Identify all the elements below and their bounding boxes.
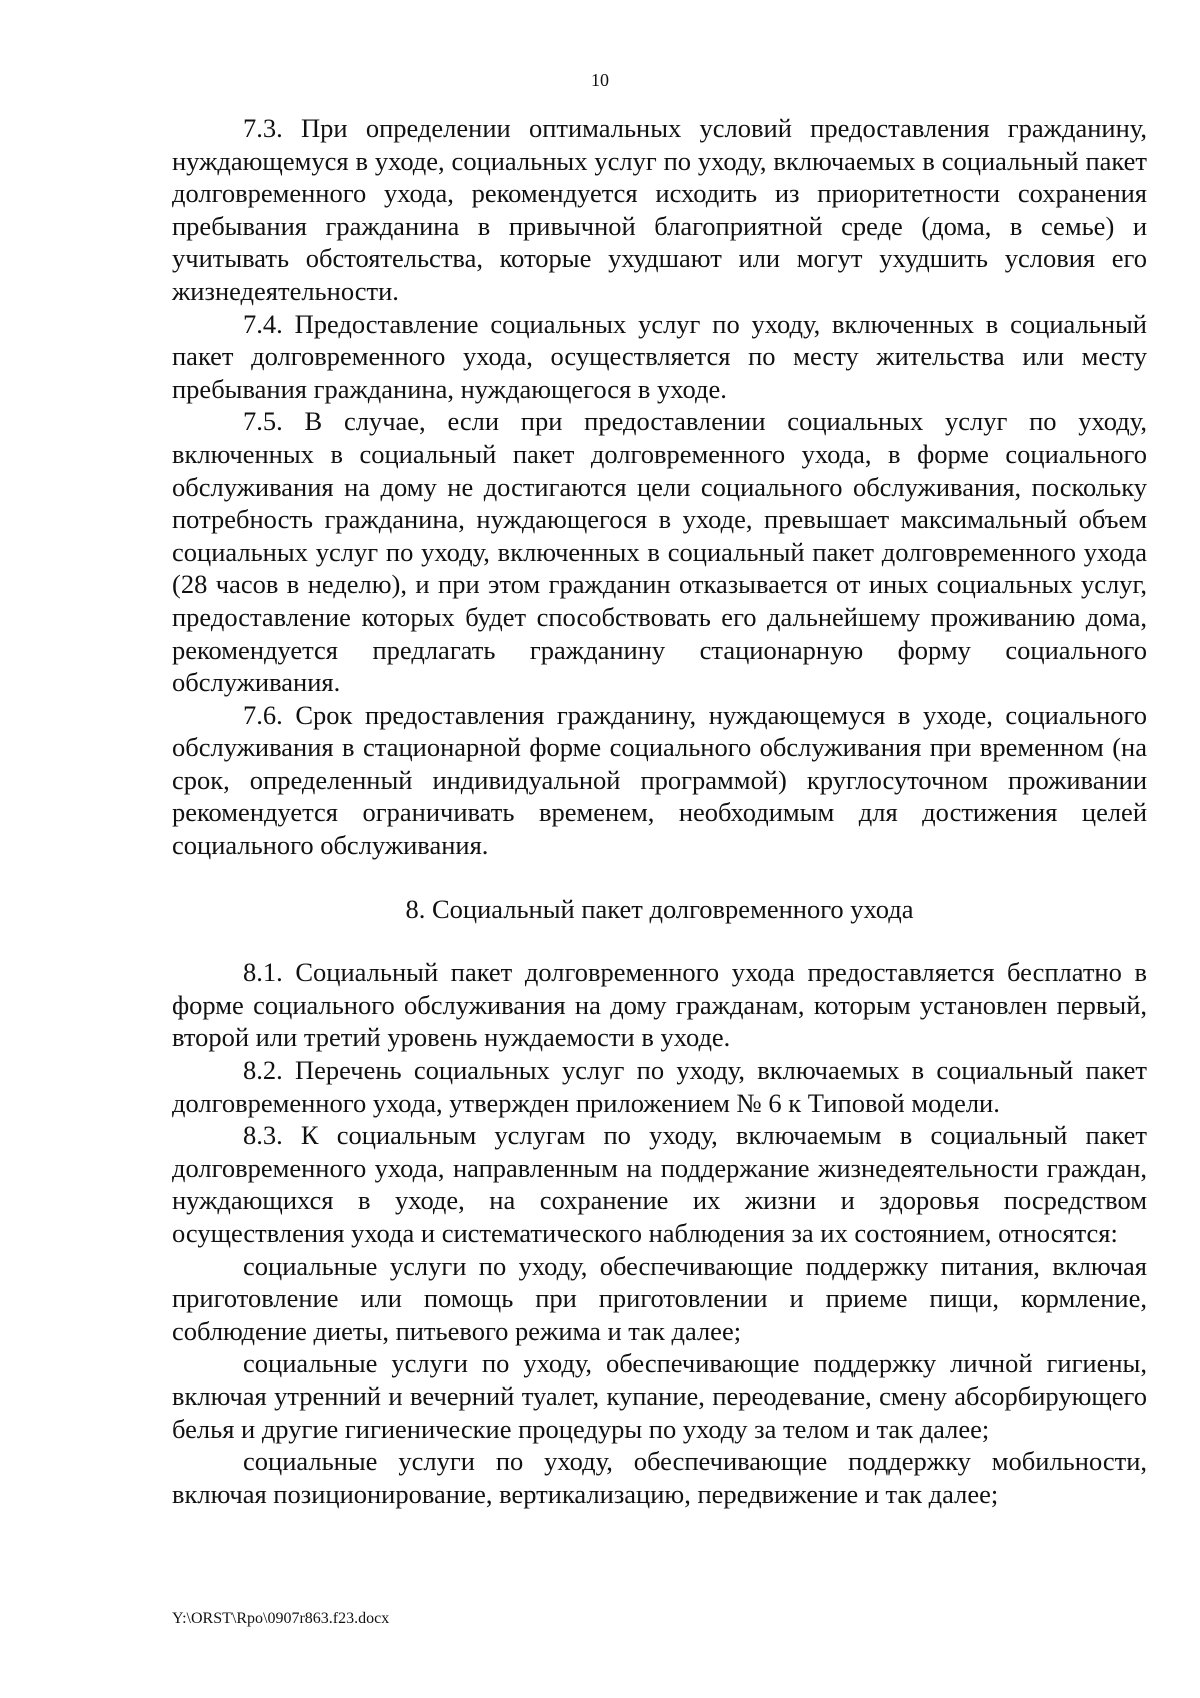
paragraph-8-1: 8.1. Социальный пакет долговременного ухода предоставляется бесплатно в форме социального обслуживания на дому гражданам, которым установлен первый, второй или третий уровень нуждаемости в уходе. — [172, 957, 1147, 1053]
paragraph-8-2: 8.2. Перечень социальных услуг по уходу, включаемых в социальный пакет долговременного ухода, утвержден приложением № 6 к Типовой модели. — [172, 1055, 1147, 1118]
paragraph-7-3: 7.3. При определении оптимальных условий предоставления гражданину, нуждающемуся в уходе, социальных услуг по уходу, включаемых в социальный пакет долговременного ухода, рекомендуется исходить из приоритетности сохранения пребывания гражданина в привычной благоприятной среде (дома, в семье) и учитывать обстоятельства, которые ухудшают или могут ухудшить условия его жизнедеятельности. — [172, 113, 1147, 306]
page-number: 10 — [591, 70, 609, 90]
paragraph-7-5: 7.5. В случае, если при предоставлении социальных услуг по уходу, включенных в социальный пакет долговременного ухода, в форме социального обслуживания на дому не достигаются цели социального обслуживания, поскольку потребность гражданина, нуждающегося в уходе, превышает максимальный объем социальных услуг по уходу, включенных в социальный пакет долговременного ухода (28 часов в неделю), и при этом гражданин отказывается от иных социальных услуг, предоставление которых будет способствовать его дальнейшему проживанию дома, рекомендуется предлагать гражданину стационарную форму социального обслуживания. — [172, 406, 1147, 698]
list-item-mobility: социальные услуги по уходу, обеспечивающие поддержку мобильности, включая позиционирование, вертикализацию, передвижение и так далее; — [172, 1446, 1147, 1509]
section-heading: 8. Социальный пакет долговременного ухода — [405, 893, 914, 924]
paragraph-7-6: 7.6. Срок предоставления гражданину, нуждающемуся в уходе, социального обслуживания в стационарной форме социального обслуживания при временном (на срок, определенный индивидуальной программой) круглосуточном проживании рекомендуется ограничивать временем, необходимым для достижения целей социального обслуживания. — [172, 699, 1147, 861]
list-item-hygiene: социальные услуги по уходу, обеспечивающие поддержку личной гигиены, включая утренний и вечерний туалет, купание, переодевание, смену абсорбирующего белья и другие гигиенические процедуры по уходу за телом и так далее; — [172, 1348, 1147, 1444]
paragraph-8-3: 8.3. К социальным услугам по уходу, включаемым в социальный пакет долговременного ухода, направленным на поддержание жизнедеятельности граждан, нуждающихся в уходе, на сохранение их жизни и здоровья посредством осуществления ухода и систематического наблюдения за их состоянием, относятся: — [172, 1120, 1147, 1248]
footer-file-path: Y:\ORST\Rpo\0907r863.f23.docx — [172, 1610, 390, 1627]
paragraph-7-4: 7.4. Предоставление социальных услуг по уходу, включенных в социальный пакет долговременного ухода, осуществляется по месту жительства или месту пребывания гражданина, нуждающегося в уходе. — [172, 308, 1147, 404]
list-item-nutrition: социальные услуги по уходу, обеспечивающие поддержку питания, включая приготовление или помощь при приготовлении и приеме пищи, кормление, соблюдение диеты, питьевого режима и так далее; — [172, 1250, 1147, 1346]
document-body — [172, 112, 1147, 1510]
